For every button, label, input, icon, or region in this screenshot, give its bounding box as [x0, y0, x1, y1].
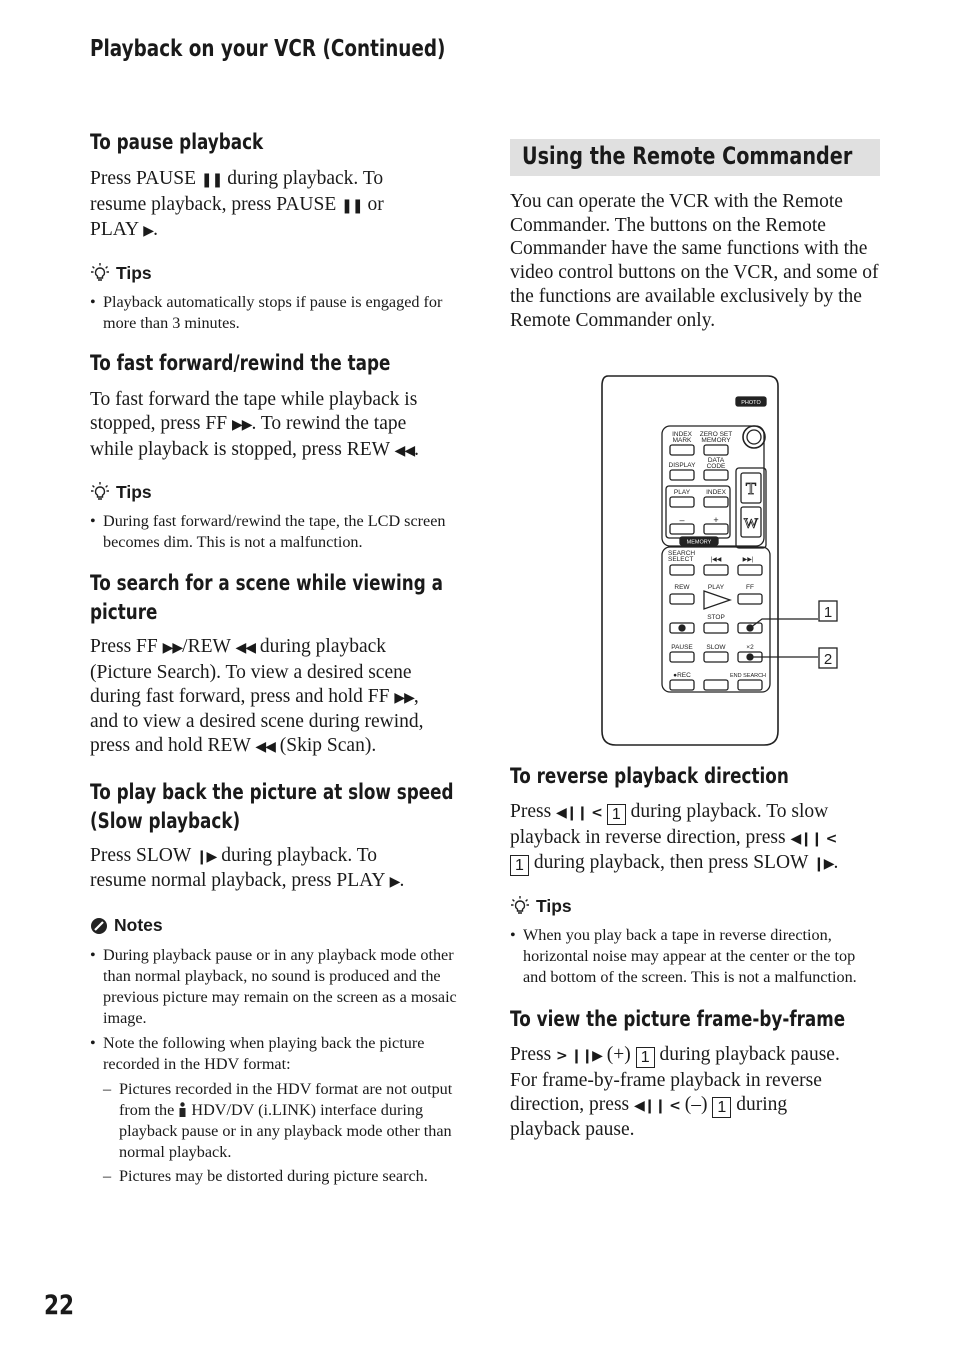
svg-text:SELECT: SELECT	[668, 556, 694, 563]
svg-text:1: 1	[823, 604, 833, 621]
svg-text:SEARCH: SEARCH	[668, 550, 696, 557]
svg-text:+: +	[713, 515, 719, 525]
svg-text:INDEX: INDEX	[706, 489, 726, 496]
list-item: • Note the following when playing back the picture recorded in the HDV format: – Pictures recorded in the HDV format are not output from the HDV/DV (i.LINK) interface during playback pause or in any playback mode other than normal playback. – Pictures may be distorted during picture search.	[90, 1033, 468, 1187]
fast-forward-icon: ▶▶	[394, 689, 414, 706]
svg-text:×2: ×2	[746, 644, 754, 651]
ilink-icon	[178, 1102, 187, 1117]
rewind-icon: ◀◀	[255, 739, 275, 756]
svg-text:–: –	[679, 515, 685, 525]
list-item: • When you play back a tape in reverse direction, horizontal noise may appear at the center or the top and bottom of the screen. This is not a malfunction.	[510, 925, 880, 988]
lightbulb-icon	[90, 481, 110, 503]
right-column	[510, 190, 880, 332]
svg-text:|◀◀: |◀◀	[710, 557, 722, 563]
list-item: • Playback automatically stops if pause is engaged for more than 3 minutes.	[90, 292, 468, 334]
lightbulb-icon	[90, 262, 110, 284]
svg-text:FF: FF	[746, 584, 754, 591]
section-title-bar	[510, 139, 880, 176]
tips-label: Tips	[90, 481, 468, 503]
notes-label: Notes	[90, 915, 468, 936]
pause-icon: ❚❚	[341, 197, 363, 214]
svg-text:REW: REW	[674, 584, 690, 591]
svg-text:PAUSE: PAUSE	[671, 644, 693, 651]
list-item: • During playback pause or in any playback mode other than normal playback, no sound is produced and the previous picture may remain on the screen as a mosaic image.	[90, 945, 468, 1029]
svg-text:INDEX: INDEX	[672, 431, 692, 438]
notes-list	[90, 945, 468, 1187]
ff-rew-text: To fast forward the tape while playback is stopped, press FF ▶▶. To rewind the tape while playback is stopped, press REW ◀◀.	[90, 389, 419, 460]
search-heading: To search for a scene while viewing a picture	[90, 571, 443, 625]
pause-heading: To pause playback	[90, 130, 264, 154]
tips-list	[90, 292, 468, 334]
svg-text:SLOW: SLOW	[706, 644, 726, 651]
callout-ref-1: 1	[712, 1097, 731, 1118]
svg-text:DISPLAY: DISPLAY	[668, 462, 696, 469]
lightbulb-icon	[510, 895, 530, 917]
slow-icon: ❙▶	[812, 856, 834, 873]
reverse-frame-icon: ◀❙❙ <	[790, 830, 837, 847]
svg-text:T: T	[745, 479, 757, 498]
tips-label: Tips	[90, 262, 468, 284]
reverse-text: Press ◀❙❙ < 1 during playback. To slow playback in reverse direction, press ◀❙❙ < 1 during playback, then press SLOW ❙▶.	[510, 801, 839, 875]
svg-text:MARK: MARK	[672, 437, 692, 444]
sub-list-item: – Pictures recorded in the HDV format are not output from the HDV/DV (i.LINK) interface during playback pause or in any playback mode other than normal playback.	[103, 1079, 468, 1163]
svg-text:●REC: ●REC	[673, 672, 691, 679]
sub-list	[103, 1079, 468, 1187]
page-number: 22	[44, 1290, 75, 1321]
fast-forward-icon: ▶▶	[162, 640, 183, 657]
sub-list-item: – Pictures may be distorted during picture search.	[103, 1166, 468, 1187]
svg-text:MEMORY: MEMORY	[686, 539, 712, 546]
svg-text:2: 2	[823, 651, 833, 668]
notes-icon	[90, 917, 108, 935]
rewind-icon: ◀◀	[235, 640, 255, 657]
svg-text:PLAY: PLAY	[707, 584, 725, 591]
svg-text:STOP: STOP	[707, 614, 725, 621]
ff-rew-heading: To fast forward/rewind the tape	[90, 351, 391, 376]
slow-heading: To play back the picture at slow speed (Slow playback)	[90, 779, 454, 833]
reverse-frame-icon: ◀❙❙ <	[556, 805, 602, 821]
search-text: Press FF ▶▶/REW ◀◀ during playback (Picture Search). To view a desired scene during fast forward, press and hold FF ▶▶, and to view a desired scene during rewind, press and hold REW ◀◀ (Skip Scan).	[90, 636, 424, 757]
play-icon: ▶	[389, 874, 400, 891]
list-item: • During fast forward/rewind the tape, the LCD screen becomes dim. This is not a malfunction.	[90, 511, 468, 553]
reverse-heading: To reverse playback direction	[510, 764, 789, 788]
svg-text:CODE: CODE	[706, 463, 726, 470]
slow-text: Press SLOW ❙▶ during playback. To resume normal playback, press PLAY ▶.	[90, 844, 405, 892]
right-column-lower	[510, 762, 880, 1142]
running-header-text: Playback on your VCR (Continued)	[90, 36, 446, 62]
running-header	[90, 36, 534, 62]
forward-frame-icon: > ❙❙▶	[556, 1048, 602, 1065]
tips-label: Tips	[510, 895, 880, 917]
fast-forward-icon: ▶▶	[231, 416, 252, 433]
svg-text:DATA: DATA	[707, 457, 725, 464]
pause-icon: ❚❚	[200, 172, 223, 188]
intro-text: You can operate the VCR with the Remote Commander. The buttons on the Remote Commander have the same functions with the video control buttons on the VCR, and some of the functions are available exclusively by the Remote Commander only.	[510, 191, 879, 331]
slow-icon: ❙▶	[195, 848, 217, 865]
svg-text:W: W	[743, 516, 759, 532]
play-icon: ▶	[143, 223, 154, 240]
remote-commander-illustration	[598, 373, 848, 749]
left-column	[90, 128, 468, 1187]
frame-text: Press > ❙❙▶ (+) 1 during playback pause. For frame-by-frame playback in reverse direction, press ◀❙❙ < (–) 1 during playback pause.	[510, 1044, 840, 1141]
svg-text:PLAY: PLAY	[673, 489, 691, 496]
reverse-frame-icon: ◀❙❙ <	[634, 1097, 680, 1114]
callout-ref-1: 1	[636, 1047, 655, 1068]
section-title: Using the Remote Commander	[522, 142, 853, 170]
pause-text: Press PAUSE ❚❚ during playback. To resume playback, press PAUSE ❚❚ or PLAY ▶.	[90, 168, 384, 241]
callout-ref-1: 1	[510, 855, 529, 876]
svg-text:PHOTO: PHOTO	[741, 400, 761, 406]
tips-list	[90, 511, 468, 553]
svg-text:MEMORY: MEMORY	[701, 437, 731, 444]
svg-text:▶▶|: ▶▶|	[742, 557, 754, 563]
callout-ref-1: 1	[607, 804, 626, 825]
svg-text:END SEARCH: END SEARCH	[729, 673, 767, 679]
frame-heading: To view the picture frame-by-frame	[510, 1007, 846, 1032]
svg-text:ZERO SET: ZERO SET	[699, 431, 733, 438]
rewind-icon: ◀◀	[394, 442, 415, 459]
tips-list	[510, 925, 880, 988]
